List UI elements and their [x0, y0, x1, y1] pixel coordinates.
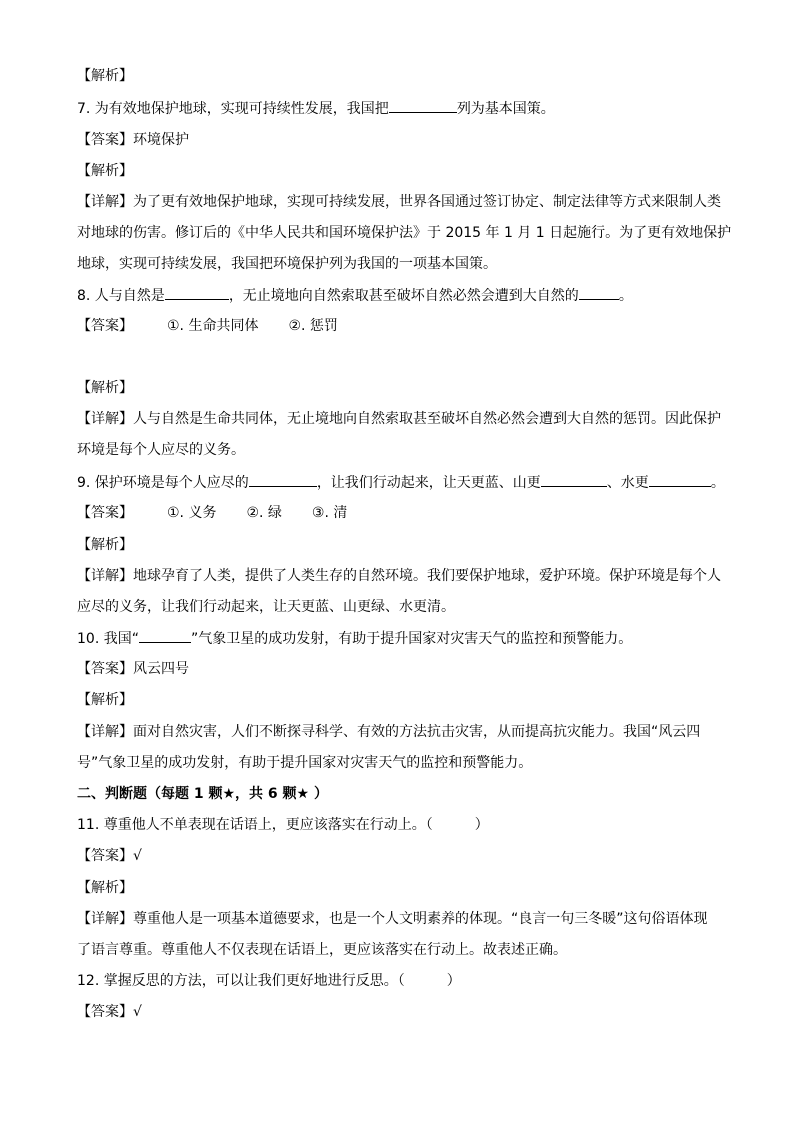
- answer-label: 【答案】: [77, 132, 133, 148]
- answer-blank: [249, 472, 317, 487]
- analysis-tag-q7: [77, 161, 737, 181]
- analysis-label: 【解析】: [77, 163, 133, 179]
- answer-label: 【答案】: [77, 505, 133, 521]
- answer-q9: 【答案】 ①. 义务 ②. 绿 ③. 清: [77, 505, 348, 521]
- analysis-label: 【解析】: [77, 68, 133, 84]
- detail-q11-line1: 【详解】尊重他人是一项基本道德要求，也是一个人文明素养的体现。“良言一句三冬暖”这句俗语体现: [77, 911, 708, 927]
- detail-q10-line2: 号”气象卫星的成功发射，有助于提升国家对灾害天气的监控和预警能力。: [77, 755, 533, 771]
- answer-q10: 【答案】风云四号: [77, 661, 189, 677]
- answer-q8: 【答案】 ①. 生命共同体 ②. 惩罚: [77, 318, 338, 334]
- answer-q11: 【答案】√: [77, 848, 142, 864]
- detail-label: 【详解】: [77, 568, 133, 584]
- answer-blank: [541, 472, 607, 487]
- detail-q8-line1: 【详解】人与自然是生命共同体，无止境地向自然索取甚至破坏自然必然会遭到大自然的惩罚。因此保护: [77, 411, 721, 427]
- detail-q9-line1: 【详解】地球孕育了人类，提供了人类生存的自然环境。我们要保护地球，爱护环境。保护环境是每个人: [77, 568, 721, 584]
- answer-blank: [139, 628, 191, 643]
- answer-blank: [649, 472, 711, 487]
- answer-blank: [389, 98, 457, 113]
- analysis-label: 【解析】: [77, 692, 133, 708]
- detail-label: 【详解】: [77, 911, 133, 927]
- detail-q10-line1: 【详解】面对自然灾害，人们不断探寻科学、有效的方法抗击灾害，从而提高抗灾能力。我国“风云四: [77, 724, 701, 740]
- answer-label: 【答案】: [77, 1004, 133, 1020]
- detail-label: 【详解】: [77, 194, 133, 210]
- analysis-tag-q11: [77, 878, 737, 898]
- detail-q8-line2: 环境是每个人应尽的义务。: [77, 442, 245, 458]
- detail-q7-line2: 对地球的伤害。修订后的《中华人民共和国环境保护法》于 2015 年 1 月 1 日起施行。为了更有效地保护: [77, 225, 732, 241]
- question-9: 9. 保护环境是每个人应尽的 ，让我们行动起来，让天更蓝、山更 、水更 。: [77, 472, 737, 493]
- analysis-tag-q8: [77, 378, 737, 398]
- answer-blank: [579, 285, 619, 300]
- detail-q7-line3: 地球，实现可持续发展，我国把环境保护列为我国的一项基本国策。: [77, 256, 497, 272]
- question-7: 7. 为有效地保护地球，实现可持续性发展，我国把 列为基本国策。: [77, 98, 737, 119]
- section-heading: 二、判断题（每题 1 颗★，共 6 颗★ ）: [77, 786, 328, 802]
- question-11: 11. 尊重他人不单表现在话语上，更应该落实在行动上。（ ）: [77, 817, 489, 833]
- question-12: 12. 掌握反思的方法，可以让我们更好地进行反思。（ ）: [77, 973, 461, 989]
- detail-q7-line1: 【详解】为了更有效地保护地球，实现可持续发展，世界各国通过签订协定、制定法律等方式来限制人类: [77, 194, 721, 210]
- analysis-tag-q6: [77, 66, 737, 86]
- analysis-label: 【解析】: [77, 537, 133, 553]
- question-8: 8. 人与自然是 ，无止境地向自然索取甚至破坏自然必然会遭到大自然的 。: [77, 285, 737, 306]
- answer-blank: [165, 285, 229, 300]
- detail-q9-line2: 应尽的义务，让我们行动起来，让天更蓝、山更绿、水更清。: [77, 599, 455, 615]
- analysis-label: 【解析】: [77, 380, 133, 396]
- question-10: 10. 我国“ ”气象卫星的成功发射，有助于提升国家对灾害天气的监控和预警能力。: [77, 628, 737, 649]
- analysis-tag-q9: [77, 535, 737, 555]
- detail-q11-line2: 了语言尊重。尊重他人不仅表现在话语上，更应该落实在行动上。故表述正确。: [77, 942, 567, 958]
- answer-label: 【答案】: [77, 318, 133, 334]
- analysis-tag-q10: [77, 690, 737, 710]
- detail-label: 【详解】: [77, 411, 133, 427]
- answer-label: 【答案】: [77, 661, 133, 677]
- detail-label: 【详解】: [77, 724, 133, 740]
- answer-q7: 【答案】环境保护: [77, 132, 189, 148]
- answer-label: 【答案】: [77, 848, 133, 864]
- analysis-label: 【解析】: [77, 880, 133, 896]
- answer-q12: 【答案】√: [77, 1004, 142, 1020]
